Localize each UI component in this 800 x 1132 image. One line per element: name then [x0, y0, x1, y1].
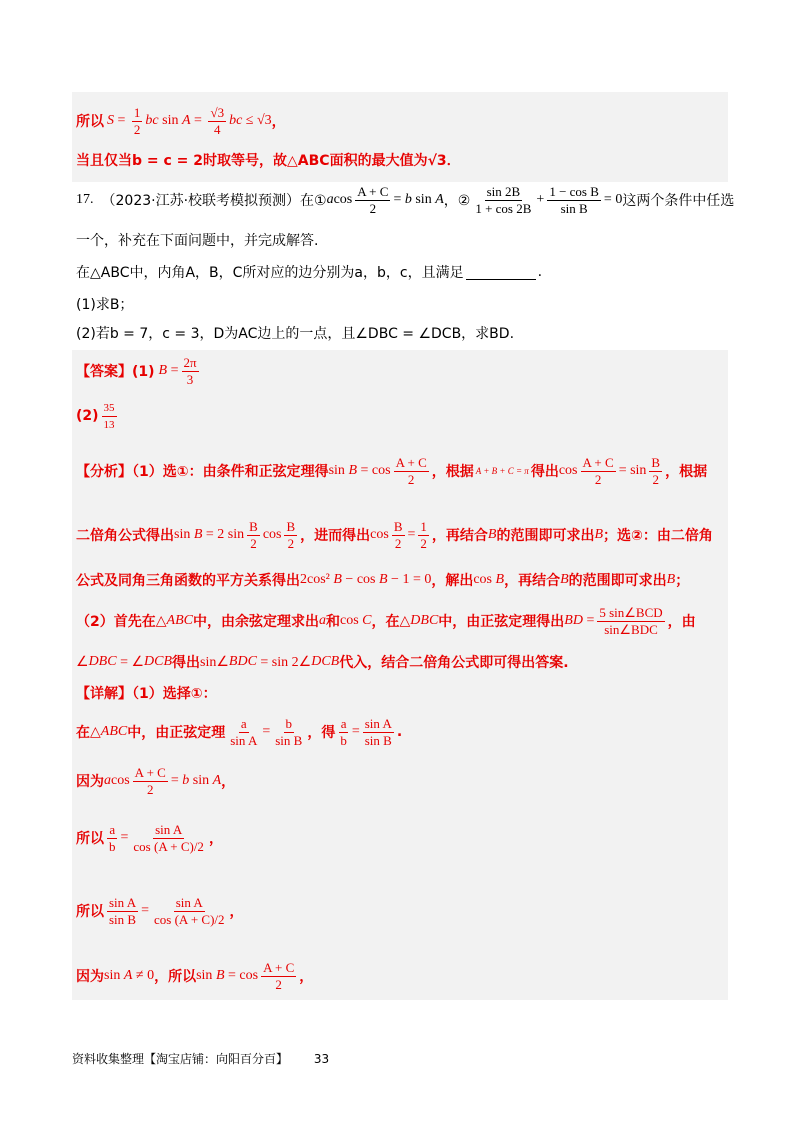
question-17-line3: 在△ABC中，内角A，B，C所对应的边分别为a，b，c，且满足 . [76, 264, 543, 281]
analysis-line4: （2）首先在 △ ABC 中，由余弦定理求出 a 和 cos C ，在 △ DBC 中，由正弦定理得出 BD = $\frac{\text{5 sin∠BCD}}{\text{sin∠BDC}}$ ，由 [76, 604, 696, 637]
question-17-line2: 一个，补充在下面问题中，并完成解答. [76, 233, 319, 249]
answer-part2: (2) $\frac{35}{13}$ [76, 401, 115, 431]
detail-line4: 所以 $\frac{\text{sin A}}{\text{sin B}}$ = $\frac{\text{sin A}}{\cos (A + C)/2}$ ， [76, 894, 244, 927]
detail-heading: 【详解】（1）选择①： [76, 686, 217, 702]
answer-part1: 【答案】(1) B = $\frac{2\pi}{3}$ [76, 354, 197, 387]
question-17-part1: (1)求B； [76, 297, 134, 313]
detail-line3: 所以 $\frac{a}{b}$ = $\frac{\text{sin A}}{\cos (A + C)/2}$ ， [76, 821, 223, 854]
footer-text: 资料收集整理【淘宝店铺：向阳百分百】 [72, 1052, 289, 1066]
analysis-line1: 【分析】（1）选①：由条件和正弦定理得 sin B = cos $\frac{A + C}{2}$ ，根据 A + B + C = π 得出 cos $\frac{A + C}{2}$ = sin $\frac{B}{2}$ ，根据 [76, 454, 708, 487]
analysis-line2: 二倍角公式得出 sin B = 2 sin $\frac{B}{2}$ cos $\frac{B}{2}$ ，进而得出 cos $\frac{B}{2}$ = $\frac{1}{2}$ ，再结合 B 的范围即可求出 B ；选②：由二倍角 [76, 518, 713, 551]
question-17-line1: 17. （2023·江苏·校联考模拟预测）在① a cos $\frac{A + C}{2}$ = b sin A ，② $\frac{\sin 2B}{1 + \cos 2B}$ + $\frac{\text{1 − cos B}}{\text{sin B}}$ = 0 这两个条件中任选 [76, 183, 735, 216]
page-number: 33 [313, 1052, 330, 1066]
detail-line1: 在 △ ABC 中，由正弦定理 $\frac{a}{\text{sin A}}$ = $\frac{b}{\text{sin B}}$ ，得 $\frac{a}{b}$ = $\frac{\text{sin A}}{\text{sin B}}$ . [76, 715, 403, 748]
detail-line5: 因为 sin A ≠ 0 ， 所以 sin B = cos $\frac{A + C}{2}$ ， [76, 959, 314, 992]
max-area-line: 当且仅当b = c = 2时取等号，故△ABC面积的最大值为√3． [76, 153, 461, 169]
page-footer [72, 1050, 329, 1067]
answer-blank [466, 265, 536, 280]
detail-line2: 因为 a cos $\frac{A + C}{2}$ = b sin A ， [76, 764, 236, 797]
area-formula-line: 所以 S = $\frac{1}{2}$ bc sin A = $\frac{√3}{4}$ bc ≤ √3 ， [76, 104, 286, 137]
analysis-line5: ∠ DBC = ∠ DCB 得出 sin∠ BDC = sin 2∠ DCB 代入，结合二倍角公式即可得出答案. [76, 654, 569, 671]
question-17-part2: (2)若b = 7，c = 3，D为AC边上的一点，且∠DBC = ∠DCB，求BD. [76, 326, 515, 342]
analysis-line3: 公式及同角三角函数的平方关系得出 2cos² B − cos B − 1 = 0 ，解出 cos B ，再结合 B 的范围即可求出 B ； [76, 572, 690, 589]
